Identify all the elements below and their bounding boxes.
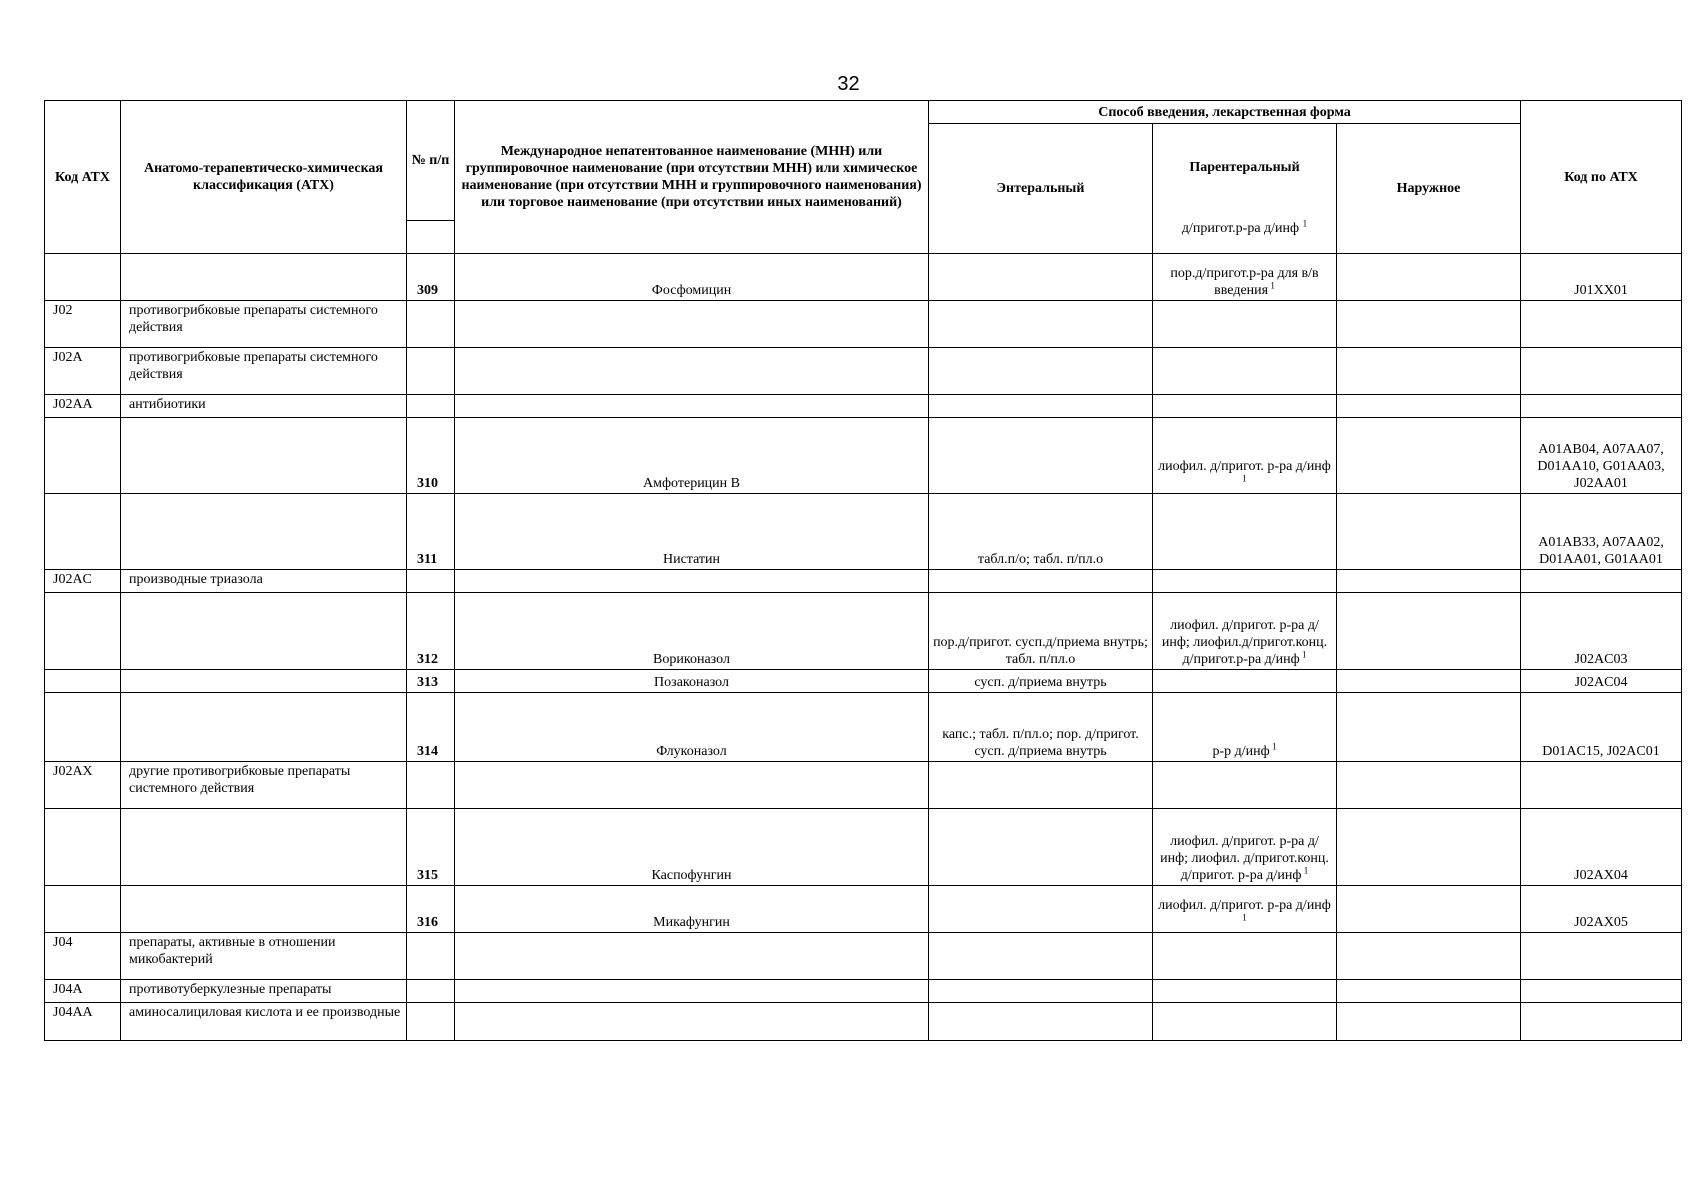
cell-classification: аминосалициловая кислота и ее производные	[121, 1003, 407, 1041]
cell-enteral	[929, 395, 1153, 418]
cell-number	[407, 301, 455, 348]
cell-classification	[121, 593, 407, 670]
table-row	[45, 809, 1682, 886]
cell-code: J02AX	[45, 762, 121, 809]
cell-number: 316	[407, 886, 455, 933]
cell-atc	[1521, 1003, 1682, 1041]
cell-code	[45, 593, 121, 670]
cell-atc: A01AB04, A07AA07, D01AA10, G01AA03, J02AA01	[1521, 418, 1682, 494]
cell-enteral	[929, 418, 1153, 494]
cell-external	[1337, 762, 1521, 809]
cell-atc	[1521, 348, 1682, 395]
header-parenteral-continued: д/пригот.р-ра д/инф $^1$	[1181, 218, 1308, 236]
cell-classification	[121, 886, 407, 933]
cell-parenteral: лиофил. д/пригот. р-ра д/инф; лиофил.д/пригот.конц. д/пригот.р-ра д/инф $^1$	[1153, 593, 1337, 670]
cell-external	[1337, 1003, 1521, 1041]
table-row	[45, 670, 1682, 693]
cell-name	[455, 395, 929, 418]
cell-external	[1337, 593, 1521, 670]
cell-parenteral	[1153, 395, 1337, 418]
cell-enteral: капс.; табл. п/пл.о; пор. д/пригот. сусп. д/приема внутрь	[929, 693, 1153, 762]
cell-name	[455, 933, 929, 980]
header-atc-code: Код по АТХ	[1521, 101, 1682, 254]
cell-external	[1337, 933, 1521, 980]
cell-enteral	[929, 933, 1153, 980]
cell-parenteral	[1153, 670, 1337, 693]
header-parenteral-title: Парентеральный	[1189, 160, 1300, 175]
cell-number	[407, 348, 455, 395]
table-row	[45, 980, 1682, 1003]
cell-name: Фосфомицин	[455, 254, 929, 301]
cell-parenteral	[1153, 980, 1337, 1003]
cell-external	[1337, 693, 1521, 762]
cell-code: J02AC	[45, 570, 121, 593]
cell-parenteral	[1153, 301, 1337, 348]
cell-number: 309	[407, 254, 455, 301]
cell-parenteral	[1153, 570, 1337, 593]
cell-external	[1337, 980, 1521, 1003]
cell-atc: D01AC15, J02AC01	[1521, 693, 1682, 762]
cell-number	[407, 1003, 455, 1041]
cell-external	[1337, 395, 1521, 418]
cell-number: 313	[407, 670, 455, 693]
cell-name	[455, 980, 929, 1003]
cell-external	[1337, 570, 1521, 593]
cell-classification	[121, 494, 407, 570]
cell-code: J04	[45, 933, 121, 980]
cell-code: J04A	[45, 980, 121, 1003]
cell-atc	[1521, 933, 1682, 980]
cell-classification: другие противогрибковые препараты системного действия	[121, 762, 407, 809]
header-route-group: Способ введения, лекарственная форма	[929, 101, 1521, 124]
cell-parenteral	[1153, 762, 1337, 809]
cell-parenteral: лиофил. д/пригот. р-ра д/инф $^1$	[1153, 418, 1337, 494]
cell-code: J02AA	[45, 395, 121, 418]
table-row	[45, 762, 1682, 809]
cell-name: Позаконазол	[455, 670, 929, 693]
cell-name	[455, 348, 929, 395]
header-number-blank	[407, 221, 455, 254]
cell-atc	[1521, 762, 1682, 809]
cell-atc	[1521, 301, 1682, 348]
table-row	[45, 570, 1682, 593]
cell-number	[407, 762, 455, 809]
cell-name: Амфотерицин В	[455, 418, 929, 494]
cell-code	[45, 809, 121, 886]
cell-parenteral: р-р д/инф $^1$	[1153, 693, 1337, 762]
table-row	[45, 254, 1682, 301]
cell-atc	[1521, 980, 1682, 1003]
cell-classification: препараты, активные в отношении микобактерий	[121, 933, 407, 980]
cell-parenteral	[1153, 933, 1337, 980]
cell-enteral: табл.п/о; табл. п/пл.о	[929, 494, 1153, 570]
cell-number: 311	[407, 494, 455, 570]
cell-classification	[121, 809, 407, 886]
cell-enteral: сусп. д/приема внутрь	[929, 670, 1153, 693]
header-number: № п/п	[407, 101, 455, 221]
cell-enteral	[929, 762, 1153, 809]
header-external: Наружное	[1337, 124, 1521, 254]
cell-enteral: пор.д/пригот. сусп.д/приема внутрь; табл. п/пл.о	[929, 593, 1153, 670]
cell-external	[1337, 494, 1521, 570]
cell-code: J02A	[45, 348, 121, 395]
cell-classification	[121, 670, 407, 693]
cell-enteral	[929, 254, 1153, 301]
cell-code	[45, 886, 121, 933]
cell-atc	[1521, 395, 1682, 418]
cell-parenteral: пор.д/пригот.р-ра для в/в введения $^1$	[1153, 254, 1337, 301]
cell-classification: противогрибковые препараты системного действия	[121, 348, 407, 395]
cell-enteral	[929, 980, 1153, 1003]
table-row	[45, 886, 1682, 933]
header-classification: Анатомо-терапевтическо-химическая классификация (АТХ)	[121, 101, 407, 254]
table-row	[45, 593, 1682, 670]
cell-external	[1337, 254, 1521, 301]
cell-name: Микафунгин	[455, 886, 929, 933]
cell-name	[455, 301, 929, 348]
cell-number: 314	[407, 693, 455, 762]
cell-enteral	[929, 886, 1153, 933]
page-number: 32	[837, 73, 860, 95]
cell-name: Вориконазол	[455, 593, 929, 670]
cell-external	[1337, 348, 1521, 395]
cell-atc: A01AB33, A07AA02, D01AA01, G01AA01	[1521, 494, 1682, 570]
cell-external	[1337, 418, 1521, 494]
cell-code	[45, 693, 121, 762]
cell-external	[1337, 809, 1521, 886]
cell-name: Нистатин	[455, 494, 929, 570]
header-enteral: Энтеральный	[929, 124, 1153, 254]
cell-classification: противогрибковые препараты системного действия	[121, 301, 407, 348]
cell-classification	[121, 693, 407, 762]
cell-number: 315	[407, 809, 455, 886]
cell-parenteral: лиофил. д/пригот. р-ра д/инф; лиофил. д/пригот.конц. д/пригот. р-ра д/инф $^1$	[1153, 809, 1337, 886]
table-row	[45, 348, 1682, 395]
cell-atc: J01XX01	[1521, 254, 1682, 301]
cell-parenteral	[1153, 494, 1337, 570]
cell-external	[1337, 670, 1521, 693]
cell-enteral	[929, 1003, 1153, 1041]
table-row	[45, 395, 1682, 418]
header-name: Международное непатентованное наименование (МНН) или группировочное наименование (при отсутствии МНН) или химическое наименование (при отсутствии МНН и группировочного наименования) или торговое наименование (при отсутствии иных наименований)	[455, 101, 929, 254]
header-parenteral	[1153, 124, 1337, 254]
cell-number: 312	[407, 593, 455, 670]
cell-external	[1337, 886, 1521, 933]
cell-classification	[121, 418, 407, 494]
cell-atc: J02AX04	[1521, 809, 1682, 886]
table-row	[45, 693, 1682, 762]
cell-number	[407, 980, 455, 1003]
table-row	[45, 1003, 1682, 1041]
cell-name: Флуконазол	[455, 693, 929, 762]
cell-number	[407, 933, 455, 980]
cell-code	[45, 494, 121, 570]
header-code: Код АТХ	[45, 101, 121, 254]
cell-enteral	[929, 348, 1153, 395]
cell-number: 310	[407, 418, 455, 494]
cell-atc: J02AC04	[1521, 670, 1682, 693]
cell-name: Каспофунгин	[455, 809, 929, 886]
table-body	[45, 254, 1682, 1041]
cell-atc	[1521, 570, 1682, 593]
table-row	[45, 418, 1682, 494]
table-row	[45, 933, 1682, 980]
cell-classification	[121, 254, 407, 301]
cell-classification: антибиотики	[121, 395, 407, 418]
cell-code	[45, 418, 121, 494]
cell-name	[455, 570, 929, 593]
table-row	[45, 301, 1682, 348]
cell-classification: противотуберкулезные препараты	[121, 980, 407, 1003]
cell-name	[455, 1003, 929, 1041]
cell-external	[1337, 301, 1521, 348]
cell-parenteral	[1153, 1003, 1337, 1041]
cell-code: J02	[45, 301, 121, 348]
cell-atc: J02AX05	[1521, 886, 1682, 933]
cell-atc: J02AC03	[1521, 593, 1682, 670]
cell-enteral	[929, 809, 1153, 886]
cell-enteral	[929, 301, 1153, 348]
cell-number	[407, 395, 455, 418]
drug-table	[44, 100, 1682, 1041]
cell-parenteral	[1153, 348, 1337, 395]
cell-code: J04AA	[45, 1003, 121, 1041]
table-row	[45, 494, 1682, 570]
cell-enteral	[929, 570, 1153, 593]
cell-classification: производные триазола	[121, 570, 407, 593]
cell-number	[407, 570, 455, 593]
cell-parenteral: лиофил. д/пригот. р-ра д/инф $^1$	[1153, 886, 1337, 933]
cell-code	[45, 254, 121, 301]
cell-code	[45, 670, 121, 693]
cell-name	[455, 762, 929, 809]
